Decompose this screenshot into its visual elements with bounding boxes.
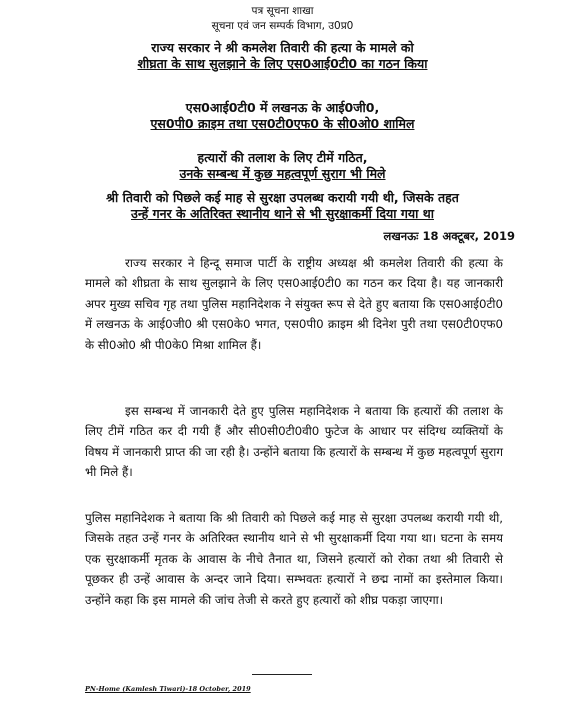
headline-main [40,40,525,72]
headline-security [40,190,525,222]
dateline: लखनऊः 18 अक्टूबर, 2019 [383,229,515,243]
headline-teams [40,150,525,182]
letterhead [0,4,565,33]
headline-main-line-2: शीघ्रता के साथ सुलझाने के लिए एस0आई0टी0 का गठन किया [137,56,428,71]
headline-security-line-2: उन्हें गनर के अतिरिक्त स्थानीय थाने से भी सुरक्षाकर्मी दिया गया था [131,206,434,221]
office-name: पत्र सूचना शाखा [251,5,314,17]
headline-security-line-1: श्री तिवारी को पिछले कई माह से सुरक्षा उपलब्ध करायी गयी थी, जिसके तहत [106,190,459,205]
department-name: सूचना एवं जन सम्पर्क विभाग, उ0प्र0 [211,20,354,32]
headline-teams-line-1: हत्यारों की तलाश के लिए टीमें गठित, [197,150,368,165]
headline-sit-line-2: एस0पी0 क्राइम तथा एस0टी0एफ0 के सी0ओ0 शामिल [150,116,415,131]
headline-sit-line-1: एस0आई0टी0 में लखनऊ के आई0जी0, [185,100,380,115]
footer-reference: PN-Home (Kamlesh Tiwari)-18 October, 2019 [85,685,251,693]
paragraph-2: इस सम्बन्ध में जानकारी देते हुए पुलिस महानिदेशक ने बताया कि हत्यारों की तलाश के लिए टीमें गठित कर दी गयी हैं और सी0सी0टी0वी0 फुटेज के आधार पर संदिग्ध व्यक्तियों के विषय में जानकारी प्राप्त की जा रही है। उन्होंने बताया कि हत्यारों के सम्बन्ध में कुछ महत्वपूर्ण सुराग भी मिले हैं। [85,404,503,480]
paragraph-1: राज्य सरकार ने हिन्दू समाज पार्टी के राष्ट्रीय अध्यक्ष श्री कमलेश तिवारी की हत्या के मामले को शीघ्रता के साथ सुलझाने के लिए एस0आई0टी0 का गठन कर दिया है। यह जानकारी अपर मुख्य सचिव गृह तथा पुलिस महानिदेशक ने संयुक्त रूप से देते हुए बताया कि एस0आई0टी0 में लखनऊ के आई0जी0 श्री एस0के0 भगत, एस0पी0 क्राइम श्री दिनेश पुरी तथा एस0टी0एफ0 के सी0ओ0 श्री पी0के0 मिश्रा शामिल हैं। [85,256,503,352]
headline-sit-members [40,100,525,132]
end-divider [252,674,312,675]
headline-teams-line-2: उनके सम्बन्ध में कुछ महत्वपूर्ण सुराग भी मिले [179,166,386,181]
headline-main-line-1: राज्य सरकार ने श्री कमलेश तिवारी की हत्या के मामले को [151,40,414,55]
paragraph-3: पुलिस महानिदेशक ने बताया कि श्री तिवारी को पिछले कई माह से सुरक्षा उपलब्ध करायी गयी थी, जिसके तहत उन्हें गनर के अतिरिक्त स्थानीय थाने से भी सुरक्षाकर्मी दिया गया था। घटना के समय एक सुरक्षाकर्मी मृतक के आवास के नीचे तैनात था, जिसने हत्यारों को रोका तथा श्री तिवारी से पूछकर ही उन्हें आवास के अन्दर जाने दिया। सम्भवतः हत्यारों ने छद्म नामों का इस्तेमाल किया। उन्होंने कहा कि इस मामले की जांच तेजी से करते हुए हत्यारों को शीघ्र पकड़ा जाएगा। [85,511,503,607]
